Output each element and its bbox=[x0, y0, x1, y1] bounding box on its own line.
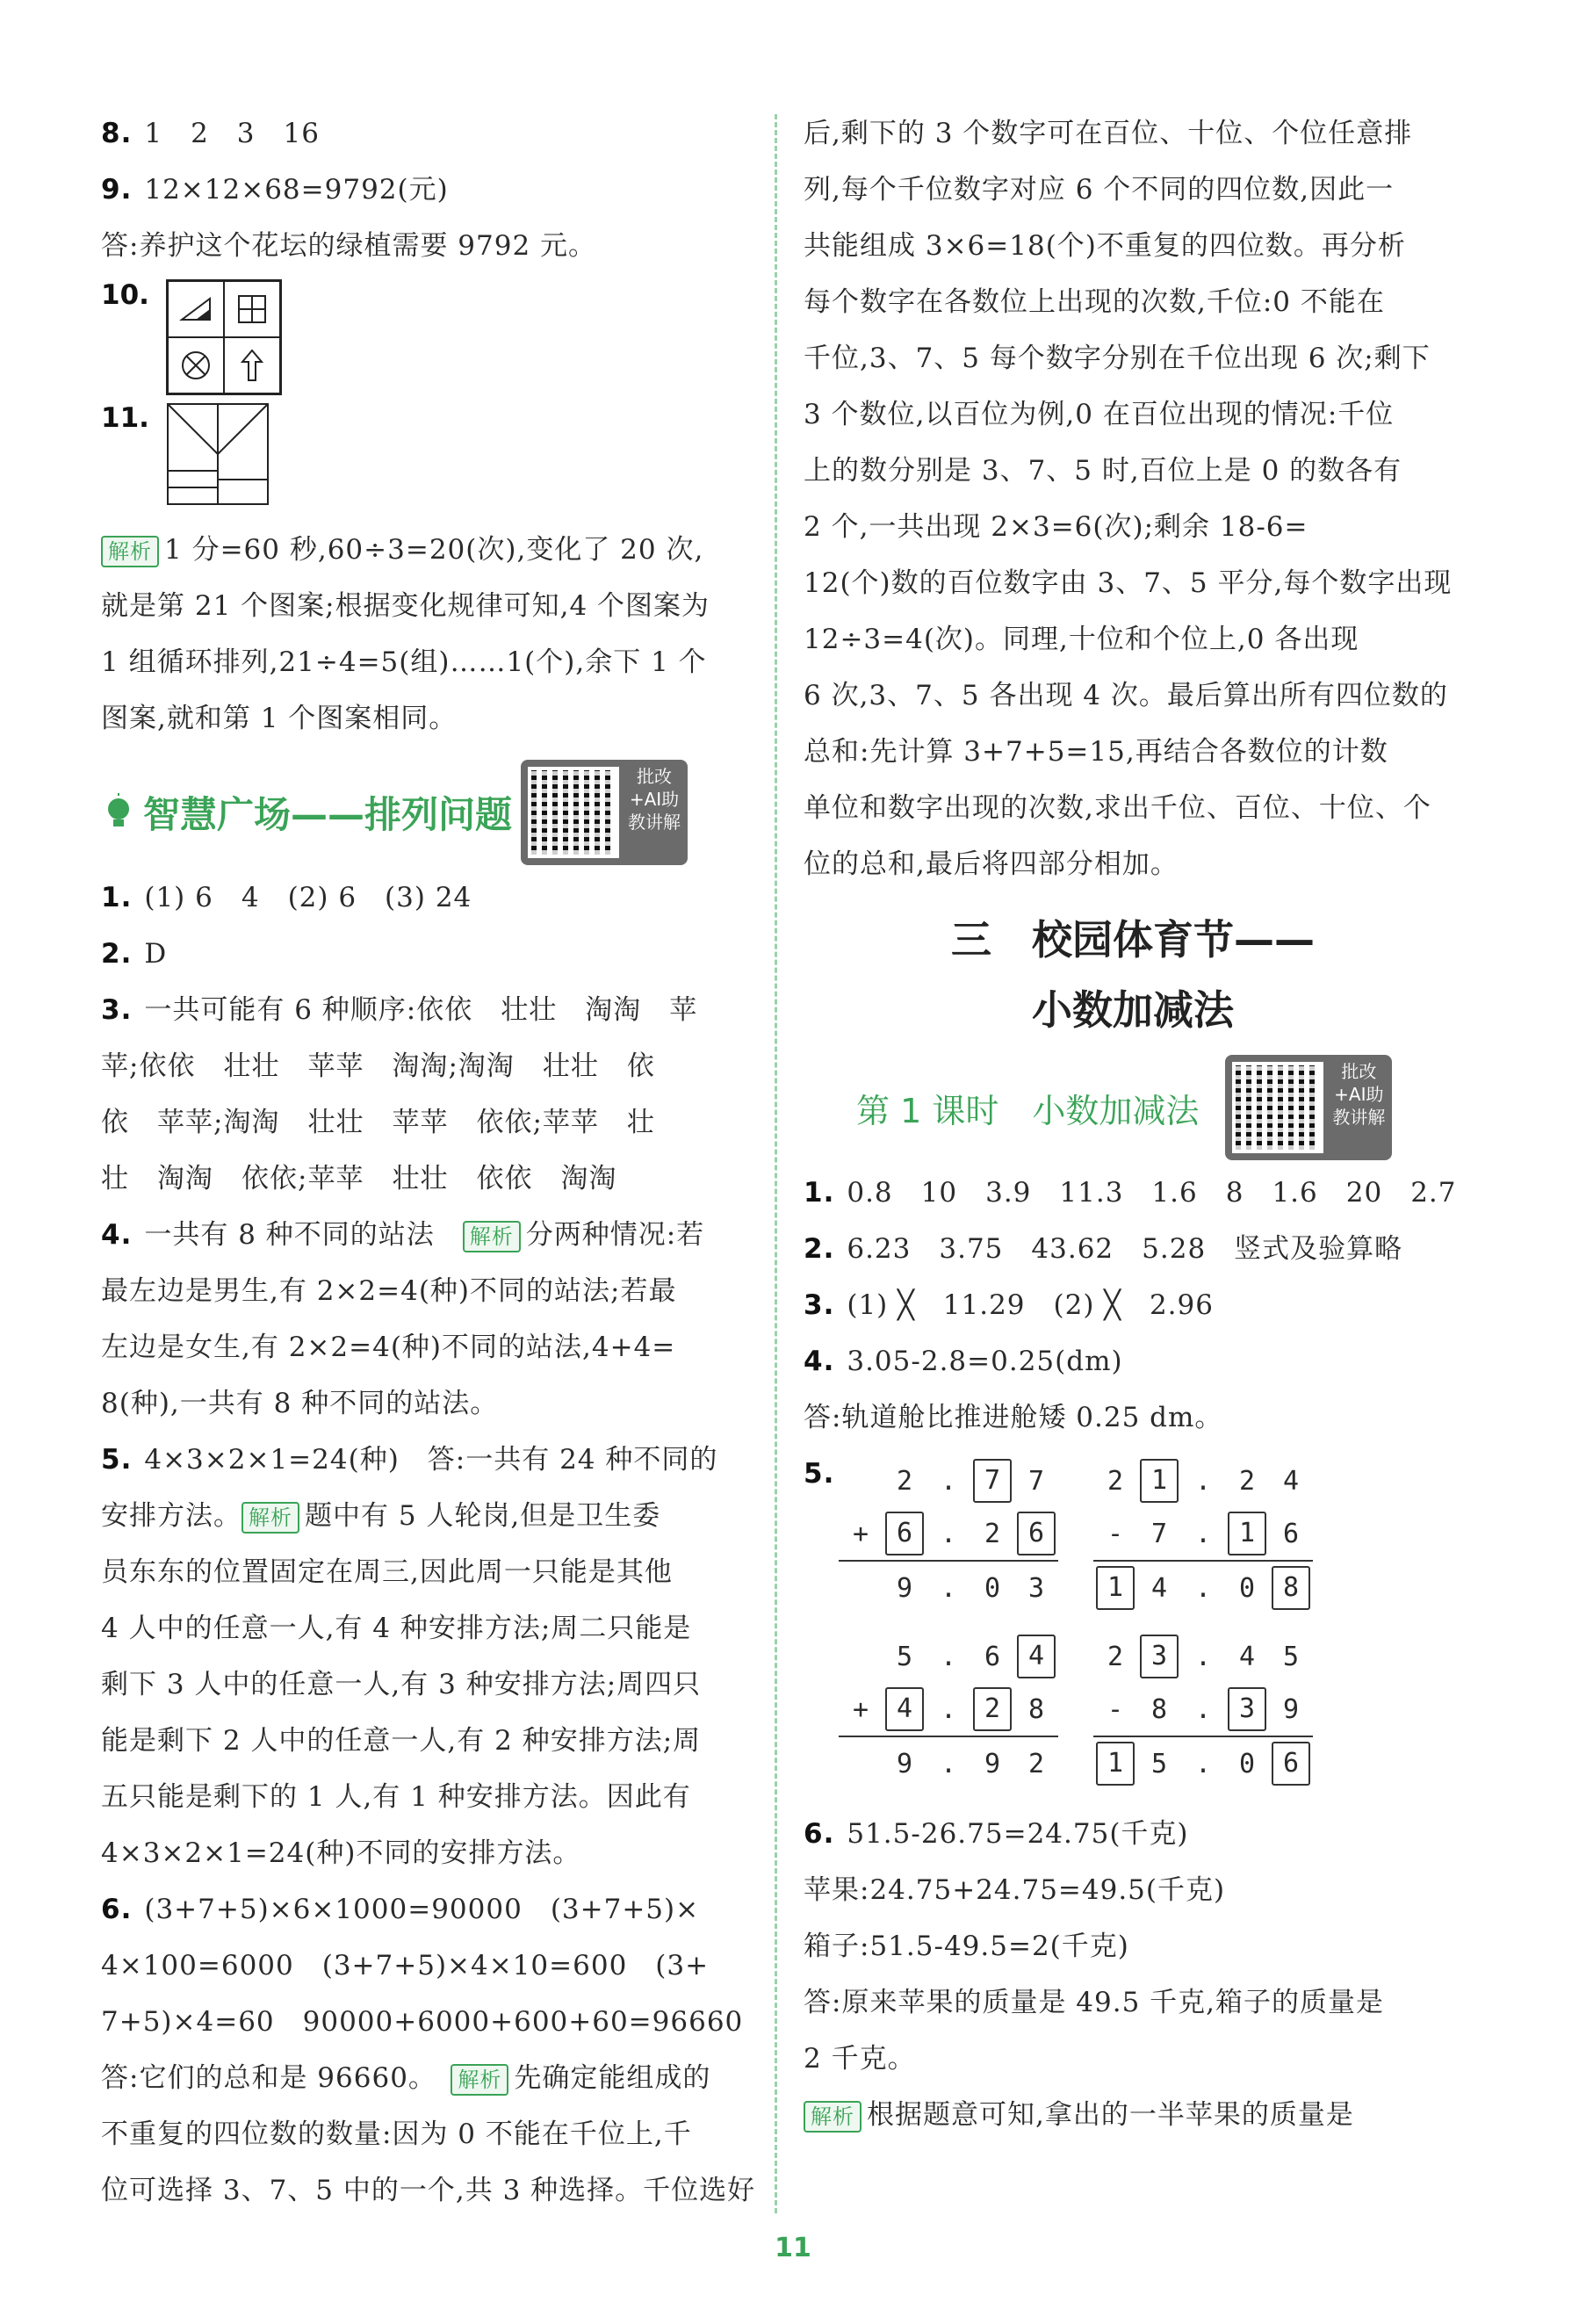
calc-row bbox=[1093, 1454, 1313, 1507]
calc-digit: 4 bbox=[1150, 1572, 1168, 1604]
filled-digit-box: 4 bbox=[1017, 1635, 1056, 1678]
calc-row bbox=[1093, 1683, 1313, 1736]
calc-digit: . bbox=[940, 1465, 957, 1497]
filled-digit-box: 3 bbox=[1228, 1687, 1266, 1731]
filled-digit-box: 1 bbox=[1096, 1742, 1135, 1786]
calc-row bbox=[839, 1683, 1058, 1736]
qr-code[interactable]: 批改+AI助教讲解 bbox=[1225, 1055, 1392, 1160]
calc-digit bbox=[970, 1459, 1014, 1503]
calc-digit: 9 bbox=[896, 1748, 913, 1779]
answer-l4-conclusion: 答:轨道舱比推进舱矮 0.25 dm。 bbox=[804, 1402, 1223, 1433]
continued-explanation: 后,剩下的 3 个数字可在百位、十位、个位任意排 列,每个千位数字对应 6 个不同的四位数,因此一 共能组成 3×6=18(个)不重复的四位数。再分析 每个数字在各数位上出现的次数,千位:0 不能在 千位,3、7、5 每个数字分别在千位出现 6 次;剩下 3 个数位,以百位为例,0 在百位出现的情况:千位 上的数分别是 3、7、5 时,百位上是 0 的数各有 2 个,一共出现 2×3=6(次);剩余 18-6= 12(个)数的百位数字由 3、7、5 平分,每个数字出现 12÷3=4(次)。同理,十位和个位上,0 各出现 6 次,3、7、5 各出现 4 次。最后算出所有四位数的 总和:先计算 3+7+5=15,再结合各数位的计数 单位和数字出现的次数,求出千位、百位、十位、个 位的总和,最后将四部分相加。 bbox=[804, 118, 1453, 880]
answer-l1: 1. 0.8 10 3.9 11.3 1.6 8 1.6 20 2.7 bbox=[804, 1177, 1457, 1209]
analysis-badge: 解析 bbox=[463, 1221, 521, 1252]
up-arrow-icon bbox=[224, 337, 280, 393]
calc-digit: . bbox=[1194, 1641, 1212, 1672]
circled-x-icon bbox=[168, 337, 224, 393]
calc-digit bbox=[1225, 1687, 1269, 1731]
square-grid-icon bbox=[224, 281, 280, 337]
vertical-calc-3 bbox=[839, 1630, 1058, 1790]
calc-digit: . bbox=[940, 1572, 957, 1604]
answer-l2: 2. 6.23 3.75 43.62 5.28 竖式及验算略 bbox=[804, 1233, 1403, 1265]
answer-9: 9. 12×12×68=9792(元) bbox=[101, 174, 449, 206]
pattern-grid bbox=[166, 279, 282, 395]
right-column bbox=[804, 105, 1462, 2143]
calc-digit: . bbox=[940, 1693, 957, 1725]
calc-digit: 6 bbox=[1282, 1518, 1300, 1549]
section-header bbox=[101, 755, 760, 870]
calc-digit: + bbox=[852, 1518, 869, 1549]
calc-digit: 3 bbox=[1027, 1572, 1045, 1604]
analysis-badge: 解析 bbox=[242, 1502, 299, 1534]
page-number: 11 bbox=[775, 2233, 811, 2263]
calc-digit: 9 bbox=[1282, 1693, 1300, 1725]
filled-digit-box: 6 bbox=[1017, 1512, 1056, 1555]
calc-digit: 8 bbox=[1027, 1693, 1045, 1725]
calc-digit: - bbox=[1107, 1518, 1124, 1549]
calc-digit bbox=[1269, 1566, 1313, 1610]
filled-digit-box: 6 bbox=[1272, 1742, 1310, 1786]
calc-digit: . bbox=[940, 1748, 957, 1779]
filled-digit-box: 3 bbox=[1140, 1635, 1179, 1678]
filled-digit-box: 1 bbox=[1140, 1459, 1179, 1503]
calc-digit: 0 bbox=[984, 1572, 1001, 1604]
calc-digit bbox=[1137, 1635, 1181, 1678]
section-title: 智慧广场——排列问题 bbox=[143, 793, 513, 836]
calc-digit: 2 bbox=[1107, 1641, 1124, 1672]
answer-s2: 2. D bbox=[101, 938, 168, 970]
calc-row bbox=[839, 1507, 1058, 1560]
calc-digit: 2 bbox=[896, 1465, 913, 1497]
analysis-badge: 解析 bbox=[804, 2101, 861, 2133]
calc-digit: . bbox=[940, 1641, 957, 1672]
calc-row bbox=[839, 1562, 1058, 1614]
calc-digit: 8 bbox=[1150, 1693, 1168, 1725]
lesson-title: 第 1 课时 小数加减法 bbox=[856, 1091, 1200, 1130]
calc-row bbox=[1093, 1630, 1313, 1683]
calc-row bbox=[839, 1737, 1058, 1790]
calc-row bbox=[1093, 1507, 1313, 1560]
calc-digit bbox=[1225, 1512, 1269, 1555]
calc-digit: . bbox=[940, 1518, 957, 1549]
qr-icon bbox=[528, 767, 619, 858]
answer-l3: 3. (1) ╳ 11.29 (2) ╳ 2.96 bbox=[804, 1289, 1214, 1321]
calc-digit: 7 bbox=[1027, 1465, 1045, 1497]
answer-9-conclusion: 答:养护这个花坛的绿植需要 9792 元。 bbox=[101, 230, 597, 262]
filled-digit-box: 4 bbox=[885, 1687, 924, 1731]
calc-digit: 2 bbox=[1107, 1465, 1124, 1497]
qr-icon bbox=[1232, 1062, 1323, 1153]
calc-digit bbox=[1269, 1742, 1313, 1786]
answer-l4: 4. 3.05-2.8=0.25(dm) bbox=[804, 1346, 1123, 1377]
calc-digit: 6 bbox=[984, 1641, 1001, 1672]
filled-digit-box: 6 bbox=[885, 1512, 924, 1555]
lightbulb-icon bbox=[101, 793, 136, 832]
calc-digit: 4 bbox=[1238, 1641, 1256, 1672]
answer-s3: 3. 一共可能有 6 种顺序:依依 壮壮 淘淘 苹 苹;依依 壮壮 苹苹 淘淘;淘淘 壮壮 依 依 苹苹;淘淘 壮壮 苹苹 依依;苹苹 壮 壮 淘淘 依依;苹苹 壮壮 依依 淘淘 bbox=[101, 994, 698, 1194]
filled-digit-box: 1 bbox=[1096, 1566, 1135, 1610]
calc-digit: 7 bbox=[1150, 1518, 1168, 1549]
calc-digit: 9 bbox=[984, 1748, 1001, 1779]
pattern-figure bbox=[166, 402, 271, 508]
column-divider bbox=[775, 114, 777, 2213]
calc-digit: 5 bbox=[1282, 1641, 1300, 1672]
filled-digit-box: 2 bbox=[973, 1687, 1012, 1731]
vertical-calc-1 bbox=[839, 1454, 1058, 1614]
calc-digit: 2 bbox=[1238, 1465, 1256, 1497]
calc-row bbox=[839, 1454, 1058, 1507]
answer-s6: 6. (3+7+5)×6×1000=90000 (3+7+5)× 4×100=6000 (3+7+5)×4×10=600 (3+ 7+5)×4=60 90000+6000+600+60=96660 答:它们的总和是 96660。 解析 先确定能组成的 不重复的四位数的数量:因为 0 不能在千位上,千 位可选择 3、7、5 中的一个,共 3 种选择。千位选好 bbox=[101, 1894, 756, 2206]
unit-title: 三 校园体育节—— 小数加减法 bbox=[951, 916, 1315, 1034]
calc-digit bbox=[883, 1512, 926, 1555]
calc-digit bbox=[883, 1687, 926, 1731]
answer-s1: 1. (1) 6 4 (2) 6 (3) 24 bbox=[101, 882, 472, 913]
calc-digit: + bbox=[852, 1693, 869, 1725]
triangle-icon bbox=[168, 281, 224, 337]
answer-10: 10. bbox=[101, 279, 760, 393]
answer-s5: 5. 4×3×2×1=24(种) 答:一共有 24 种不同的 安排方法。 解析 题中有 5 人轮岗,但是卫生委 员东东的位置固定在周三,因此周一只能是其他 4 人中的任意一人,有 4 种安排方法;周二只能是 剩下 3 人中的任意一人,有 3 种安排方法;周四只 能是剩下 2 人中的任意一人,有 2 种安排方法;周 五只能是剩下的 1 人,有 1 种安排方法。因此有 4×3×2×1=24(种)不同的安排方法。 bbox=[101, 1444, 718, 1869]
lesson-header bbox=[804, 1050, 1462, 1165]
calc-digit: . bbox=[1194, 1518, 1212, 1549]
filled-digit-box: 8 bbox=[1272, 1566, 1310, 1610]
calc-digit: . bbox=[1194, 1693, 1212, 1725]
answer-s4: 4. 一共有 8 种不同的站法 解析 分两种情况:若 最左边是男生,有 2×2=4(种)不同的站法;若最 左边是女生,有 2×2=4(种)不同的站法,4+4= 8(种),一共有 8 种不同的站法。 bbox=[101, 1219, 705, 1419]
calc-digit: 9 bbox=[896, 1572, 913, 1604]
calc-digit: 5 bbox=[896, 1641, 913, 1672]
qr-code[interactable]: 批改+AI助教讲解 bbox=[521, 760, 688, 865]
vertical-calc-2 bbox=[1093, 1454, 1313, 1614]
answer-l6: 6. 51.5-26.75=24.75(千克) 苹果:24.75+24.75=49.5(千克) 箱子:51.5-49.5=2(千克) 答:原来苹果的质量是 49.5 千克,箱子的质量是 2 千克。 解析 根据题意可知,拿出的一半苹果的质量是 bbox=[804, 1818, 1385, 2131]
calc-digit bbox=[970, 1687, 1014, 1731]
calc-row bbox=[1093, 1737, 1313, 1790]
filled-digit-box: 1 bbox=[1228, 1512, 1266, 1555]
filled-digit-box: 7 bbox=[973, 1459, 1012, 1503]
calc-digit: . bbox=[1194, 1572, 1212, 1604]
calc-digit: 0 bbox=[1238, 1748, 1256, 1779]
answer-11-explanation: 解析 1 分=60 秒,60÷3=20(次),变化了 20 次, 就是第 21 个图案;根据变化规律可知,4 个图案为 1 组循环排列,21÷4=5(组)……1(个),余下 1 个 图案,就和第 1 个图案相同。 bbox=[101, 534, 710, 734]
left-column bbox=[101, 105, 760, 2219]
calc-row bbox=[839, 1630, 1058, 1683]
answer-l5: 5. 2 . 7 7 + 6 . 2 6 9 . 0 3 2 1 . 2 4 - 7 . 1 6 1 4 . 0 8 5 . 6 4 + 4 . 2 8 9 . 9 2 2 3 . 4 5 - 8 . 3 9 1 5 . 0 6 bbox=[804, 1446, 1462, 1806]
calc-digit bbox=[1093, 1566, 1137, 1610]
calc-row bbox=[1093, 1562, 1313, 1614]
calc-digit: 2 bbox=[1027, 1748, 1045, 1779]
calc-digit bbox=[1014, 1512, 1058, 1555]
calc-digit: 5 bbox=[1150, 1748, 1168, 1779]
calc-digit: 4 bbox=[1282, 1465, 1300, 1497]
analysis-badge: 解析 bbox=[101, 536, 159, 567]
calc-digit bbox=[1014, 1635, 1058, 1678]
calc-digit: 2 bbox=[984, 1518, 1001, 1549]
calc-digit: 0 bbox=[1238, 1572, 1256, 1604]
answer-11: 11. bbox=[101, 402, 760, 516]
calc-digit bbox=[1137, 1459, 1181, 1503]
calc-digit bbox=[1093, 1742, 1137, 1786]
answer-8: 8. 1 2 3 16 bbox=[101, 118, 320, 149]
analysis-badge: 解析 bbox=[451, 2064, 508, 2096]
calc-digit: - bbox=[1107, 1693, 1124, 1725]
vertical-calc-4 bbox=[1093, 1630, 1313, 1790]
calc-digit: . bbox=[1194, 1748, 1212, 1779]
calc-digit: . bbox=[1194, 1465, 1212, 1497]
